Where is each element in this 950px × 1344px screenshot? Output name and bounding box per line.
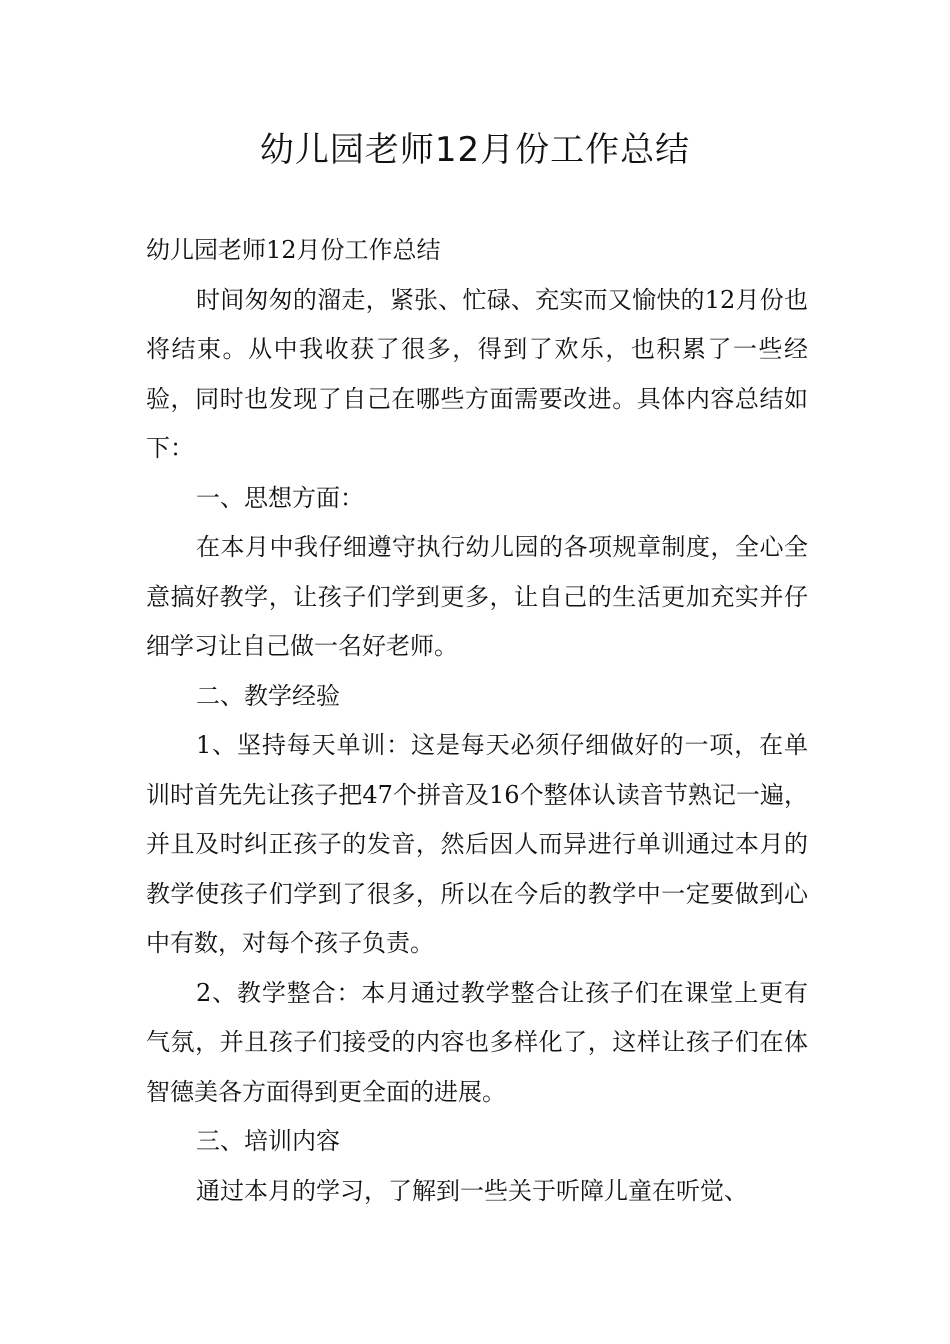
teaching-item-2: 2、教学整合：本月通过教学整合让孩子们在课堂上更有气氛，并且孩子们接受的内容也多样化了，这样让孩子们在体智德美各方面得到更全面的进展。 bbox=[146, 978, 808, 1106]
document-body bbox=[146, 226, 808, 1216]
thought-paragraph: 在本月中我仔细遵守执行幼儿园的各项规章制度，全心全意搞好教学，让孩子们学到更多，让自己的生活更加充实并仔细学习让自己做一名好老师。 bbox=[146, 533, 808, 660]
section-heading-thought: 一、思想方面： bbox=[196, 483, 364, 512]
intro-paragraph: 时间匆匆的溜走，紧张、忙碌、充实而又愉快的12月份也将结束。从中我收获了很多，得到了欢乐，也积累了一些经验，同时也发现了自己在哪些方面需要改进。具体内容总结如下： bbox=[146, 285, 808, 462]
training-paragraph: 通过本月的学习，了解到一些关于听障儿童在听觉、 bbox=[196, 1176, 748, 1205]
section-heading-training: 三、培训内容 bbox=[196, 1127, 340, 1155]
subtitle-paragraph: 幼儿园老师12月份工作总结 bbox=[146, 236, 441, 264]
teaching-item-1: 1、坚持每天单训：这是每天必须仔细做好的一项，在单训时首先先让孩子把47个拼音及16个整体认读音节熟记一遍，并且及时纠正孩子的发音，然后因人而异进行单训通过本月的教学使孩子们学到了很多，所以在今后的教学中一定要做到心中有数，对每个孩子负责。 bbox=[146, 731, 808, 957]
document-title: 幼儿园老师12月份工作总结 bbox=[259, 130, 691, 170]
section-heading-teaching: 二、教学经验 bbox=[196, 681, 340, 710]
